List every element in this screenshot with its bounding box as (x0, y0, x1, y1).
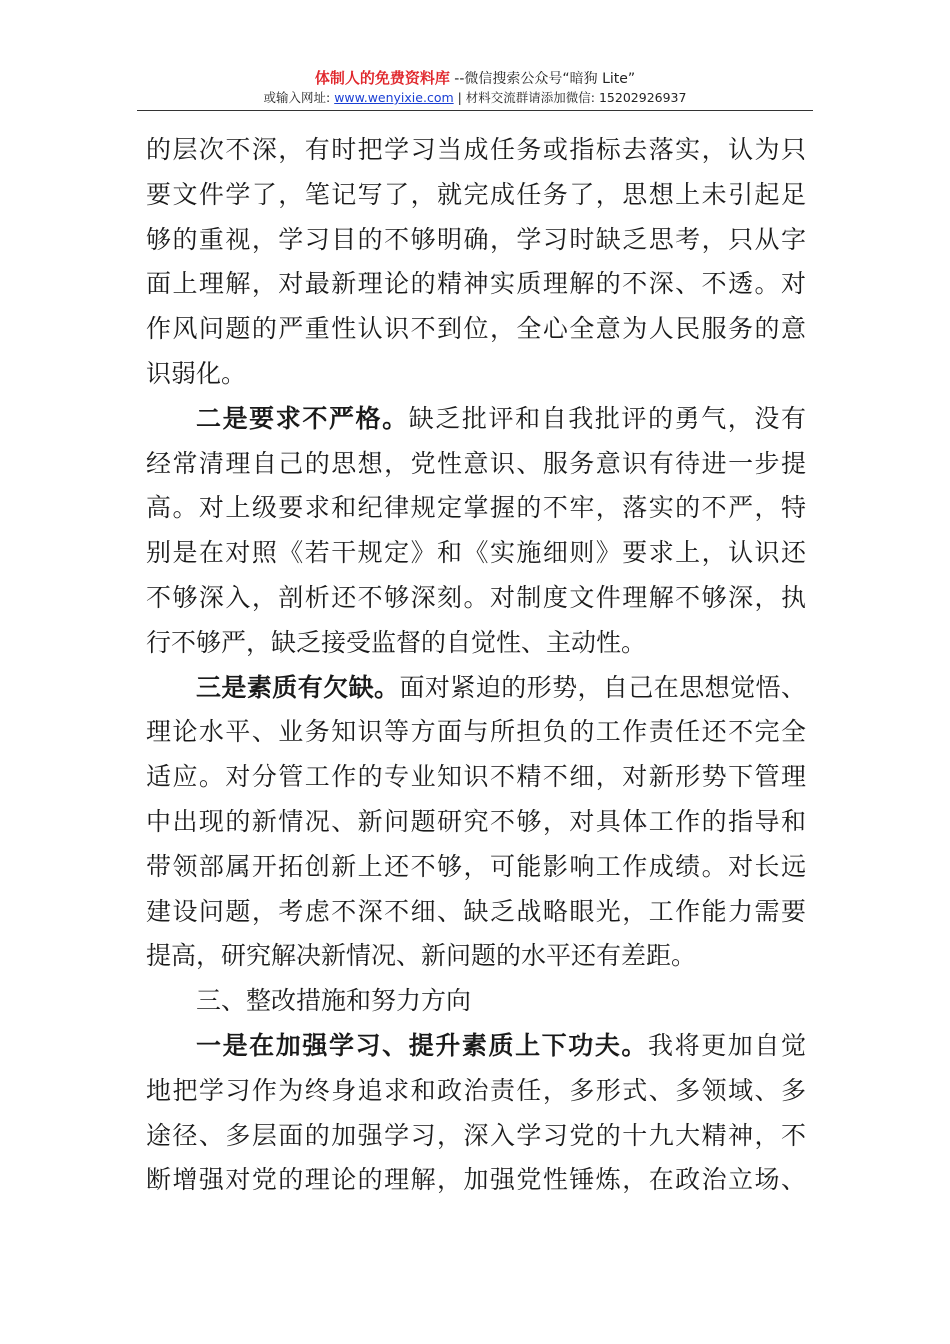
line-text: 的层次不深，有时把学习当成任务或指标去落实，认为只 (146, 135, 806, 164)
line-text: 适应。对分管工作的专业知识不精不细，对新形势下管理 (146, 762, 806, 792)
paragraph-first-line (146, 666, 806, 711)
text-line (146, 934, 806, 979)
url-prefix: 或输入网址: (263, 90, 335, 105)
header-contact-line (137, 89, 813, 107)
header-title-line (137, 68, 813, 89)
text-line (146, 262, 806, 307)
line-text: 不够深入，剖析还不够深刻。对制度文件理解不够深，执 (146, 582, 806, 612)
line-text: 理论水平、业务知识等方面与所担负的工作责任还不完全 (146, 717, 806, 747)
bold-lead: 一是在加强学习、提升素质上下功夫。 (196, 1030, 649, 1060)
heading-text: 三、整改措施和努力方向 (196, 986, 472, 1016)
line-text: 提高，研究解决新情况、新问题的水平还有差距。 (146, 941, 697, 971)
text-line (146, 1069, 806, 1114)
contact-info: | 材料交流群请添加微信: 15202926937 (453, 90, 687, 105)
text-line (146, 755, 806, 800)
line-text: 断增强对党的理论的理解，加强党性锤炼，在政治立场、 (146, 1165, 806, 1195)
line-text: 带领部属开拓创新上还不够，可能影响工作成绩。对长远 (146, 851, 806, 881)
text-line (146, 1158, 806, 1203)
bold-lead: 三是素质有欠缺。 (196, 672, 400, 702)
text-line (146, 576, 806, 621)
line-text: 经常清理自己的思想，党性意识、服务意识有待进一步提 (146, 448, 806, 478)
line-text: 途径、多层面的加强学习，深入学习党的十九大精神，不 (146, 1120, 806, 1150)
line-text: 要文件学了，笔记写了，就完成任务了，思想上未引起足 (146, 179, 806, 209)
text-line (146, 1114, 806, 1159)
text-line (146, 128, 806, 173)
brand-title: 体制人的免费资料库 (314, 69, 450, 87)
paragraph-first-line (146, 397, 806, 442)
line-text: 高。对上级要求和纪律规定掌握的不牢，落实的不严，特 (146, 493, 806, 523)
text-line (146, 486, 806, 531)
document-body (146, 128, 806, 1203)
text-line (146, 845, 806, 890)
line-text: 面上理解，对最新理论的精神实质理解的不深、不透。对 (146, 269, 806, 299)
line-text: 够的重视，学习目的不够明确，学习时缺乏思考，只从字 (146, 224, 806, 254)
line-text: 行不够严，缺乏接受监督的自觉性、主动性。 (146, 627, 647, 657)
line-text: 识弱化。 (146, 358, 247, 388)
line-text: 我将更加自觉 (648, 1030, 806, 1060)
text-line (146, 218, 806, 263)
line-text: 建设问题，考虑不深不细、缺乏战略眼光，工作能力需要 (146, 896, 806, 926)
line-text: 面对紧迫的形势，自己在思想觉悟、 (399, 672, 806, 702)
line-text: 别是在对照《若干规定》和《实施细则》要求上，认识还 (146, 538, 806, 568)
text-line (146, 442, 806, 487)
website-link[interactable]: www.wenyixie.com (334, 90, 454, 105)
line-text: 缺乏批评和自我批评的勇气，没有 (408, 403, 806, 433)
text-line (146, 352, 806, 397)
text-line (146, 890, 806, 935)
line-text: 中出现的新情况、新问题研究不够，对具体工作的指导和 (146, 806, 806, 836)
section-heading (146, 979, 806, 1024)
header-divider (137, 110, 813, 111)
page-header (137, 68, 813, 107)
bold-lead: 二是要求不严格。 (196, 403, 409, 433)
text-line (146, 710, 806, 755)
line-text: 作风问题的严重性认识不到位，全心全意为人民服务的意 (146, 314, 806, 344)
text-line (146, 621, 806, 666)
text-line (146, 173, 806, 218)
text-line (146, 800, 806, 845)
line-text: 地把学习作为终身追求和政治责任，多形式、多领域、多 (146, 1075, 806, 1105)
text-line (146, 531, 806, 576)
paragraph-first-line (146, 1024, 806, 1069)
text-line (146, 307, 806, 352)
header-tagline: --微信搜索公众号“暗狗 Lite” (449, 71, 636, 87)
